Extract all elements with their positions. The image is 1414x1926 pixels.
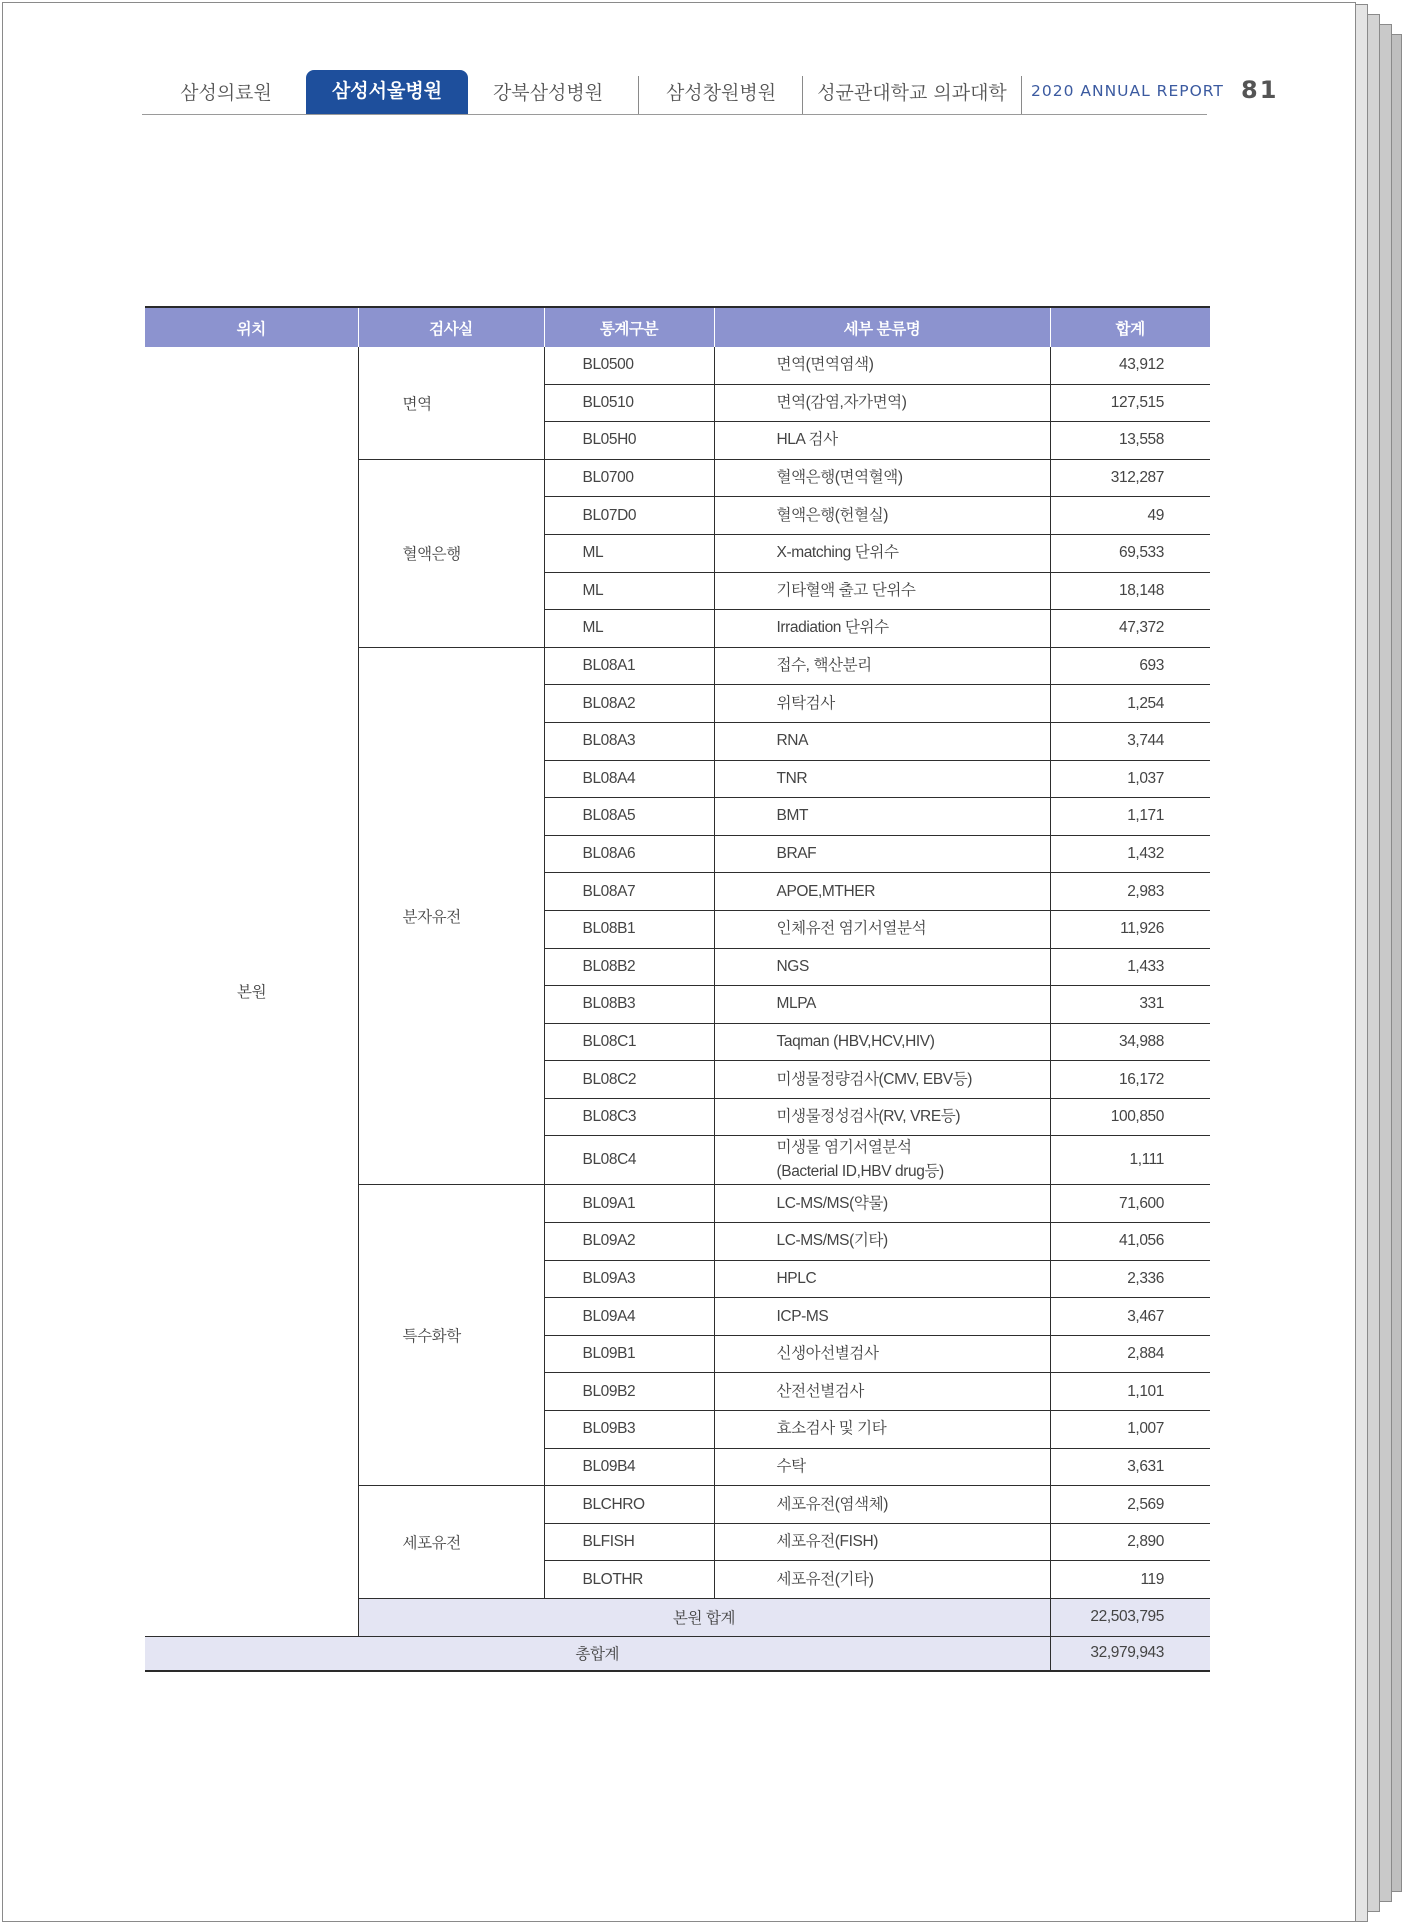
total-cell: 2,983: [1050, 873, 1210, 911]
code-cell: BL08B1: [544, 910, 714, 948]
detail-name-cell: 미생물정량검사(CMV, EBV등): [714, 1061, 1050, 1099]
total-cell: 69,533: [1050, 534, 1210, 572]
total-cell: 331: [1050, 986, 1210, 1024]
col-code: 통계구분: [544, 307, 714, 347]
tab-samsung-changwon-hospital[interactable]: 삼성창원병원: [665, 82, 777, 104]
col-detail-name: 세부 분류명: [714, 307, 1050, 347]
total-cell: 127,515: [1050, 384, 1210, 422]
tab-divider: [1021, 76, 1022, 114]
code-cell: BL09A4: [544, 1298, 714, 1336]
tab-divider: [638, 76, 639, 114]
detail-name-cell: 인체유전 염기서열분석: [714, 910, 1050, 948]
detail-name-cell: 접수, 핵산분리: [714, 647, 1050, 685]
code-cell: BL0510: [544, 384, 714, 422]
total-cell: 1,432: [1050, 835, 1210, 873]
table-header-row: [145, 307, 1210, 347]
total-cell: 2,569: [1050, 1486, 1210, 1524]
code-cell: BLFISH: [544, 1523, 714, 1561]
total-cell: 49: [1050, 497, 1210, 535]
detail-name-cell: 산전선별검사: [714, 1373, 1050, 1411]
detail-name-cell: LC-MS/MS(기타): [714, 1223, 1050, 1261]
code-cell: BL09B1: [544, 1335, 714, 1373]
detail-name-cell: 혈액은행(면역혈액): [714, 459, 1050, 497]
detail-name-cell: RNA: [714, 722, 1050, 760]
code-cell: ML: [544, 610, 714, 648]
subtotal-label: 본원 합계: [358, 1599, 1050, 1637]
total-cell: 41,056: [1050, 1223, 1210, 1261]
code-cell: ML: [544, 534, 714, 572]
lab-cell: 특수화학: [358, 1185, 544, 1486]
page-number: 81: [1241, 76, 1279, 104]
grand-total-row: [145, 1636, 1210, 1671]
tab-samsung-seoul-hospital[interactable]: 삼성서울병원: [306, 70, 468, 114]
total-cell: 47,372: [1050, 610, 1210, 648]
total-cell: 43,912: [1050, 347, 1210, 384]
detail-name-cell: 위탁검사: [714, 685, 1050, 723]
detail-name-cell: 면역(면역염색): [714, 347, 1050, 384]
detail-name-cell: 세포유전(FISH): [714, 1523, 1050, 1561]
code-cell: BL0500: [544, 347, 714, 384]
total-cell: 13,558: [1050, 422, 1210, 460]
grand-total-value: 32,979,943: [1050, 1636, 1210, 1671]
total-cell: 3,467: [1050, 1298, 1210, 1336]
col-total: 합계: [1050, 307, 1210, 347]
code-cell: BL09A3: [544, 1260, 714, 1298]
lab-cell: 혈액은행: [358, 459, 544, 647]
total-cell: 119: [1050, 1561, 1210, 1599]
code-cell: BL09B3: [544, 1411, 714, 1449]
code-cell: BLCHRO: [544, 1486, 714, 1524]
code-cell: BL08A6: [544, 835, 714, 873]
detail-name-cell: Taqman (HBV,HCV,HIV): [714, 1023, 1050, 1061]
code-cell: BL08A5: [544, 798, 714, 836]
total-cell: 2,890: [1050, 1523, 1210, 1561]
code-cell: BL08B2: [544, 948, 714, 986]
detail-name-cell: BRAF: [714, 835, 1050, 873]
total-cell: 3,744: [1050, 722, 1210, 760]
tab-kangbuk-samsung-hospital[interactable]: 강북삼성병원: [492, 82, 604, 104]
detail-name-cell: 면역(감염,자가면역): [714, 384, 1050, 422]
tab-samsung-medical-center[interactable]: 삼성의료원: [180, 82, 272, 104]
location-cell: 본원: [145, 347, 358, 1636]
detail-name-cell: HPLC: [714, 1260, 1050, 1298]
code-cell: ML: [544, 572, 714, 610]
col-lab: 검사실: [358, 307, 544, 347]
grand-total-label: 총합계: [145, 1636, 1050, 1671]
detail-name-cell: [714, 1136, 1050, 1185]
total-cell: 11,926: [1050, 910, 1210, 948]
total-cell: 1,037: [1050, 760, 1210, 798]
total-cell: 312,287: [1050, 459, 1210, 497]
code-cell: BL09B4: [544, 1448, 714, 1486]
code-cell: BL08A1: [544, 647, 714, 685]
detail-name-line: 미생물 염기서열분석: [776, 1139, 912, 1157]
lab-statistics-table: [145, 306, 1210, 1672]
total-cell: 2,884: [1050, 1335, 1210, 1373]
detail-name-cell: 기타혈액 출고 단위수: [714, 572, 1050, 610]
detail-name-cell: 세포유전(염색체): [714, 1486, 1050, 1524]
code-cell: BL08B3: [544, 986, 714, 1024]
detail-name-cell: MLPA: [714, 986, 1050, 1024]
detail-name-cell: HLA 검사: [714, 422, 1050, 460]
code-cell: BL08A4: [544, 760, 714, 798]
total-cell: 71,600: [1050, 1185, 1210, 1223]
lab-cell: 면역: [358, 347, 544, 459]
total-cell: 18,148: [1050, 572, 1210, 610]
code-cell: BL08C2: [544, 1061, 714, 1099]
detail-name-cell: ICP-MS: [714, 1298, 1050, 1336]
lab-cell: 분자유전: [358, 647, 544, 1185]
code-cell: BL0700: [544, 459, 714, 497]
detail-name-cell: APOE,MTHER: [714, 873, 1050, 911]
detail-name-cell: X-matching 단위수: [714, 534, 1050, 572]
total-cell: 3,631: [1050, 1448, 1210, 1486]
code-cell: BL08A2: [544, 685, 714, 723]
total-cell: 1,111: [1050, 1136, 1210, 1185]
detail-name-cell: 미생물정성검사(RV, VRE등): [714, 1098, 1050, 1136]
total-cell: 16,172: [1050, 1061, 1210, 1099]
code-cell: BL09A2: [544, 1223, 714, 1261]
detail-name-cell: NGS: [714, 948, 1050, 986]
detail-name-cell: 신생아선별검사: [714, 1335, 1050, 1373]
code-cell: BL05H0: [544, 422, 714, 460]
table-body: [145, 347, 1210, 1671]
col-location: 위치: [145, 307, 358, 347]
total-cell: 1,171: [1050, 798, 1210, 836]
total-cell: 1,007: [1050, 1411, 1210, 1449]
lab-cell: 세포유전: [358, 1486, 544, 1599]
tab-skku-medicine[interactable]: 성균관대학교 의과대학: [817, 82, 1007, 104]
detail-name-cell: 세포유전(기타): [714, 1561, 1050, 1599]
total-cell: 34,988: [1050, 1023, 1210, 1061]
code-cell: BLOTHR: [544, 1561, 714, 1599]
detail-name-cell: LC-MS/MS(약물): [714, 1185, 1050, 1223]
detail-name-cell: 효소검사 및 기타: [714, 1411, 1050, 1449]
tab-divider: [802, 76, 803, 114]
code-cell: BL07D0: [544, 497, 714, 535]
table-row: [145, 347, 1210, 384]
detail-name-cell: 혈액은행(헌혈실): [714, 497, 1050, 535]
code-cell: BL08C1: [544, 1023, 714, 1061]
code-cell: BL08A3: [544, 722, 714, 760]
code-cell: BL09A1: [544, 1185, 714, 1223]
code-cell: BL08C3: [544, 1098, 714, 1136]
report-title: 2020 ANNUAL REPORT: [1031, 82, 1224, 100]
detail-name-cell: Irradiation 단위수: [714, 610, 1050, 648]
total-cell: 100,850: [1050, 1098, 1210, 1136]
detail-name-cell: BMT: [714, 798, 1050, 836]
detail-name-cell: 수탁: [714, 1448, 1050, 1486]
total-cell: 693: [1050, 647, 1210, 685]
subtotal-value: 22,503,795: [1050, 1599, 1210, 1637]
code-cell: BL08C4: [544, 1136, 714, 1185]
total-cell: 1,254: [1050, 685, 1210, 723]
total-cell: 2,336: [1050, 1260, 1210, 1298]
total-cell: 1,433: [1050, 948, 1210, 986]
total-cell: 1,101: [1050, 1373, 1210, 1411]
code-cell: BL09B2: [544, 1373, 714, 1411]
detail-name-cell: TNR: [714, 760, 1050, 798]
code-cell: BL08A7: [544, 873, 714, 911]
detail-name-line: (Bacterial ID,HBV drug등): [776, 1163, 944, 1181]
